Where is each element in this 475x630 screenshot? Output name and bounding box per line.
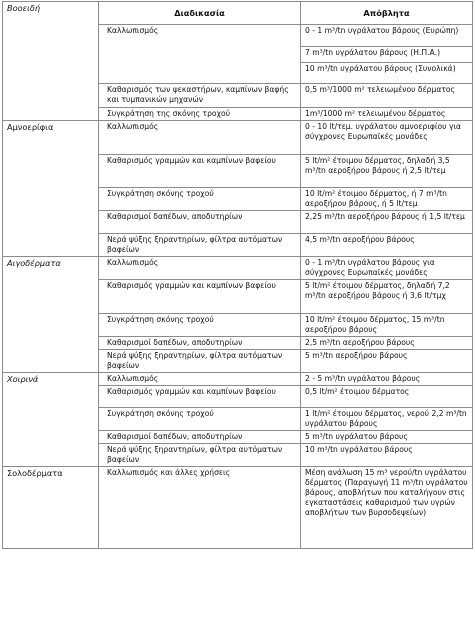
table-row: [3, 373, 473, 386]
process-cell: Συγκράτηση σκόνης τροχού: [99, 188, 301, 211]
waste-cell: 10 m³/tn υγράλατου βάρους: [301, 444, 473, 467]
table-row: [3, 257, 473, 280]
process-header: Διαδικασία: [99, 2, 301, 25]
waste-cell: 5 lt/m² έτοιμου δέρματος, δηλαδή 3,5 m³/tn αεροξήρου βάρους ή 2,5 lt/τεμ: [301, 155, 473, 188]
waste-cell: 0,5 m³/1000 m² τελειωμένου δέρματος: [301, 84, 473, 108]
process-cell: Καθαρισμός γραμμών και καμπίνων βαφείου: [99, 280, 301, 314]
process-cell: Καθαρισμοί δαπέδων, αποδυτηρίων: [99, 337, 301, 350]
category-cell: Αμνοερίφια: [3, 121, 99, 257]
waste-cell: 0 - 10 lt/τεμ. υγράλατου αμνοεριφίου για σύγχρονες Ευρωπαϊκές μονάδες: [301, 121, 473, 155]
waste-cell: 1 lt/m² έτοιμου δέρματος, νερού 2,2 m³/tn υγράλατου βάρους: [301, 408, 473, 431]
process-cell: Καθαρισμοί δαπέδων, αποδυτηρίων: [99, 431, 301, 444]
process-cell: Καλλωπισμός: [99, 25, 301, 84]
waste-cell: 2,25 m³/tn αεροξήρου βάρους ή 1,5 lt/τεμ: [301, 211, 473, 234]
category-cell: Χοιρινά: [3, 373, 99, 467]
waste-cell: 0 - 1 m³/tn υγράλατου βάρους για σύγχρονες Ευρωπαϊκές μονάδες: [301, 257, 473, 280]
waste-cell: 10 lt/m² έτοιμου δέρματος, 15 m³/tn αεροξήρου βάρους: [301, 314, 473, 337]
process-cell: Καθαρισμός γραμμών και καμπίνων βαφείου: [99, 386, 301, 408]
waste-cell: 7 m³/tn υγράλατου βάρους (Η.Π.Α.): [301, 47, 473, 63]
category-cell: Βοοειδή: [3, 2, 99, 121]
waste-cell: 4,5 m³/tn αεροξήρου βάρους: [301, 234, 473, 257]
waste-cell: 5 m³/tn υγράλατου βάρους: [301, 431, 473, 444]
header-row: [3, 2, 473, 25]
process-cell: Καθαρισμός γραμμών και καμπίνων βαφείου: [99, 155, 301, 188]
waste-cell: 1m³/1000 m² τελειωμένου δέρματος: [301, 108, 473, 121]
waste-cell: 5 m³/tn αεροξήρου βάρους: [301, 350, 473, 373]
process-cell: Καλλωπισμός και άλλες χρήσεις: [99, 467, 301, 549]
waste-cell: 0 - 1 m³/tn υγράλατου βάρους (Ευρώπη): [301, 25, 473, 47]
category-cell: Σολοδέρματα: [3, 467, 99, 549]
waste-cell: 10 m³/tn υγράλατου βάρους (Συνολικά): [301, 63, 473, 84]
waste-cell: Μέση ανάλωση 15 m³ νερού/tn υγράλατου δέρματος (Παραγωγή 11 m³/tn υγράλατου βάρους, αποβλήτων που καταλήγουν στις εγκαταστάσεις καθαρισμού των υγρών αποβλήτων των βυρσοδεψείων): [301, 467, 473, 549]
waste-cell: 10 lt/m² έτοιμου δέρματος, ή 7 m³/tn αεροξήρου βάρους, ή 5 lt/τεμ: [301, 188, 473, 211]
process-cell: Καθαρισμός των ψεκαστήρων, καμπίνων βαφής και τυμπανικών μηχανών: [99, 84, 301, 108]
process-cell: Νερά ψύξης ξηραντηρίων, φίλτρα αυτόματων βαφείων: [99, 350, 301, 373]
process-cell: Καλλωπισμός: [99, 121, 301, 155]
waste-table: [2, 1, 473, 549]
waste-cell: 2,5 m³/tn αεροξήρου βάρους: [301, 337, 473, 350]
process-cell: Συγκράτηση σκόνης τροχού: [99, 314, 301, 337]
waste-cell: 2 - 5 m³/tn υγράλατου βάρους: [301, 373, 473, 386]
waste-cell: 5 lt/m² έτοιμου δέρματος, δηλαδή 7,2 m³/tn αεροξήρου βάρους ή 3,6 lt/τμχ: [301, 280, 473, 314]
process-cell: Νερά ψύξης ξηραντηρίων, φίλτρα αυτόματων βαφείων: [99, 444, 301, 467]
process-cell: Νερά ψύξης ξηραντηρίων, φίλτρα αυτόματων βαφείων: [99, 234, 301, 257]
process-cell: Καθαρισμοί δαπέδων, αποδυτηρίων: [99, 211, 301, 234]
waste-header: Απόβλητα: [301, 2, 473, 25]
waste-cell: 0,5 lt/m² έτοιμου δέρματος: [301, 386, 473, 408]
table-row: [3, 121, 473, 155]
process-cell: Καλλωπισμός: [99, 257, 301, 280]
process-cell: Συγκράτηση της σκόνης τροχού: [99, 108, 301, 121]
table-row: [3, 467, 473, 549]
process-cell: Συγκράτηση σκόνης τροχού: [99, 408, 301, 431]
process-cell: Καλλωπισμός: [99, 373, 301, 386]
category-cell: Αιγοδέρματα: [3, 257, 99, 373]
table-body: [3, 2, 473, 549]
